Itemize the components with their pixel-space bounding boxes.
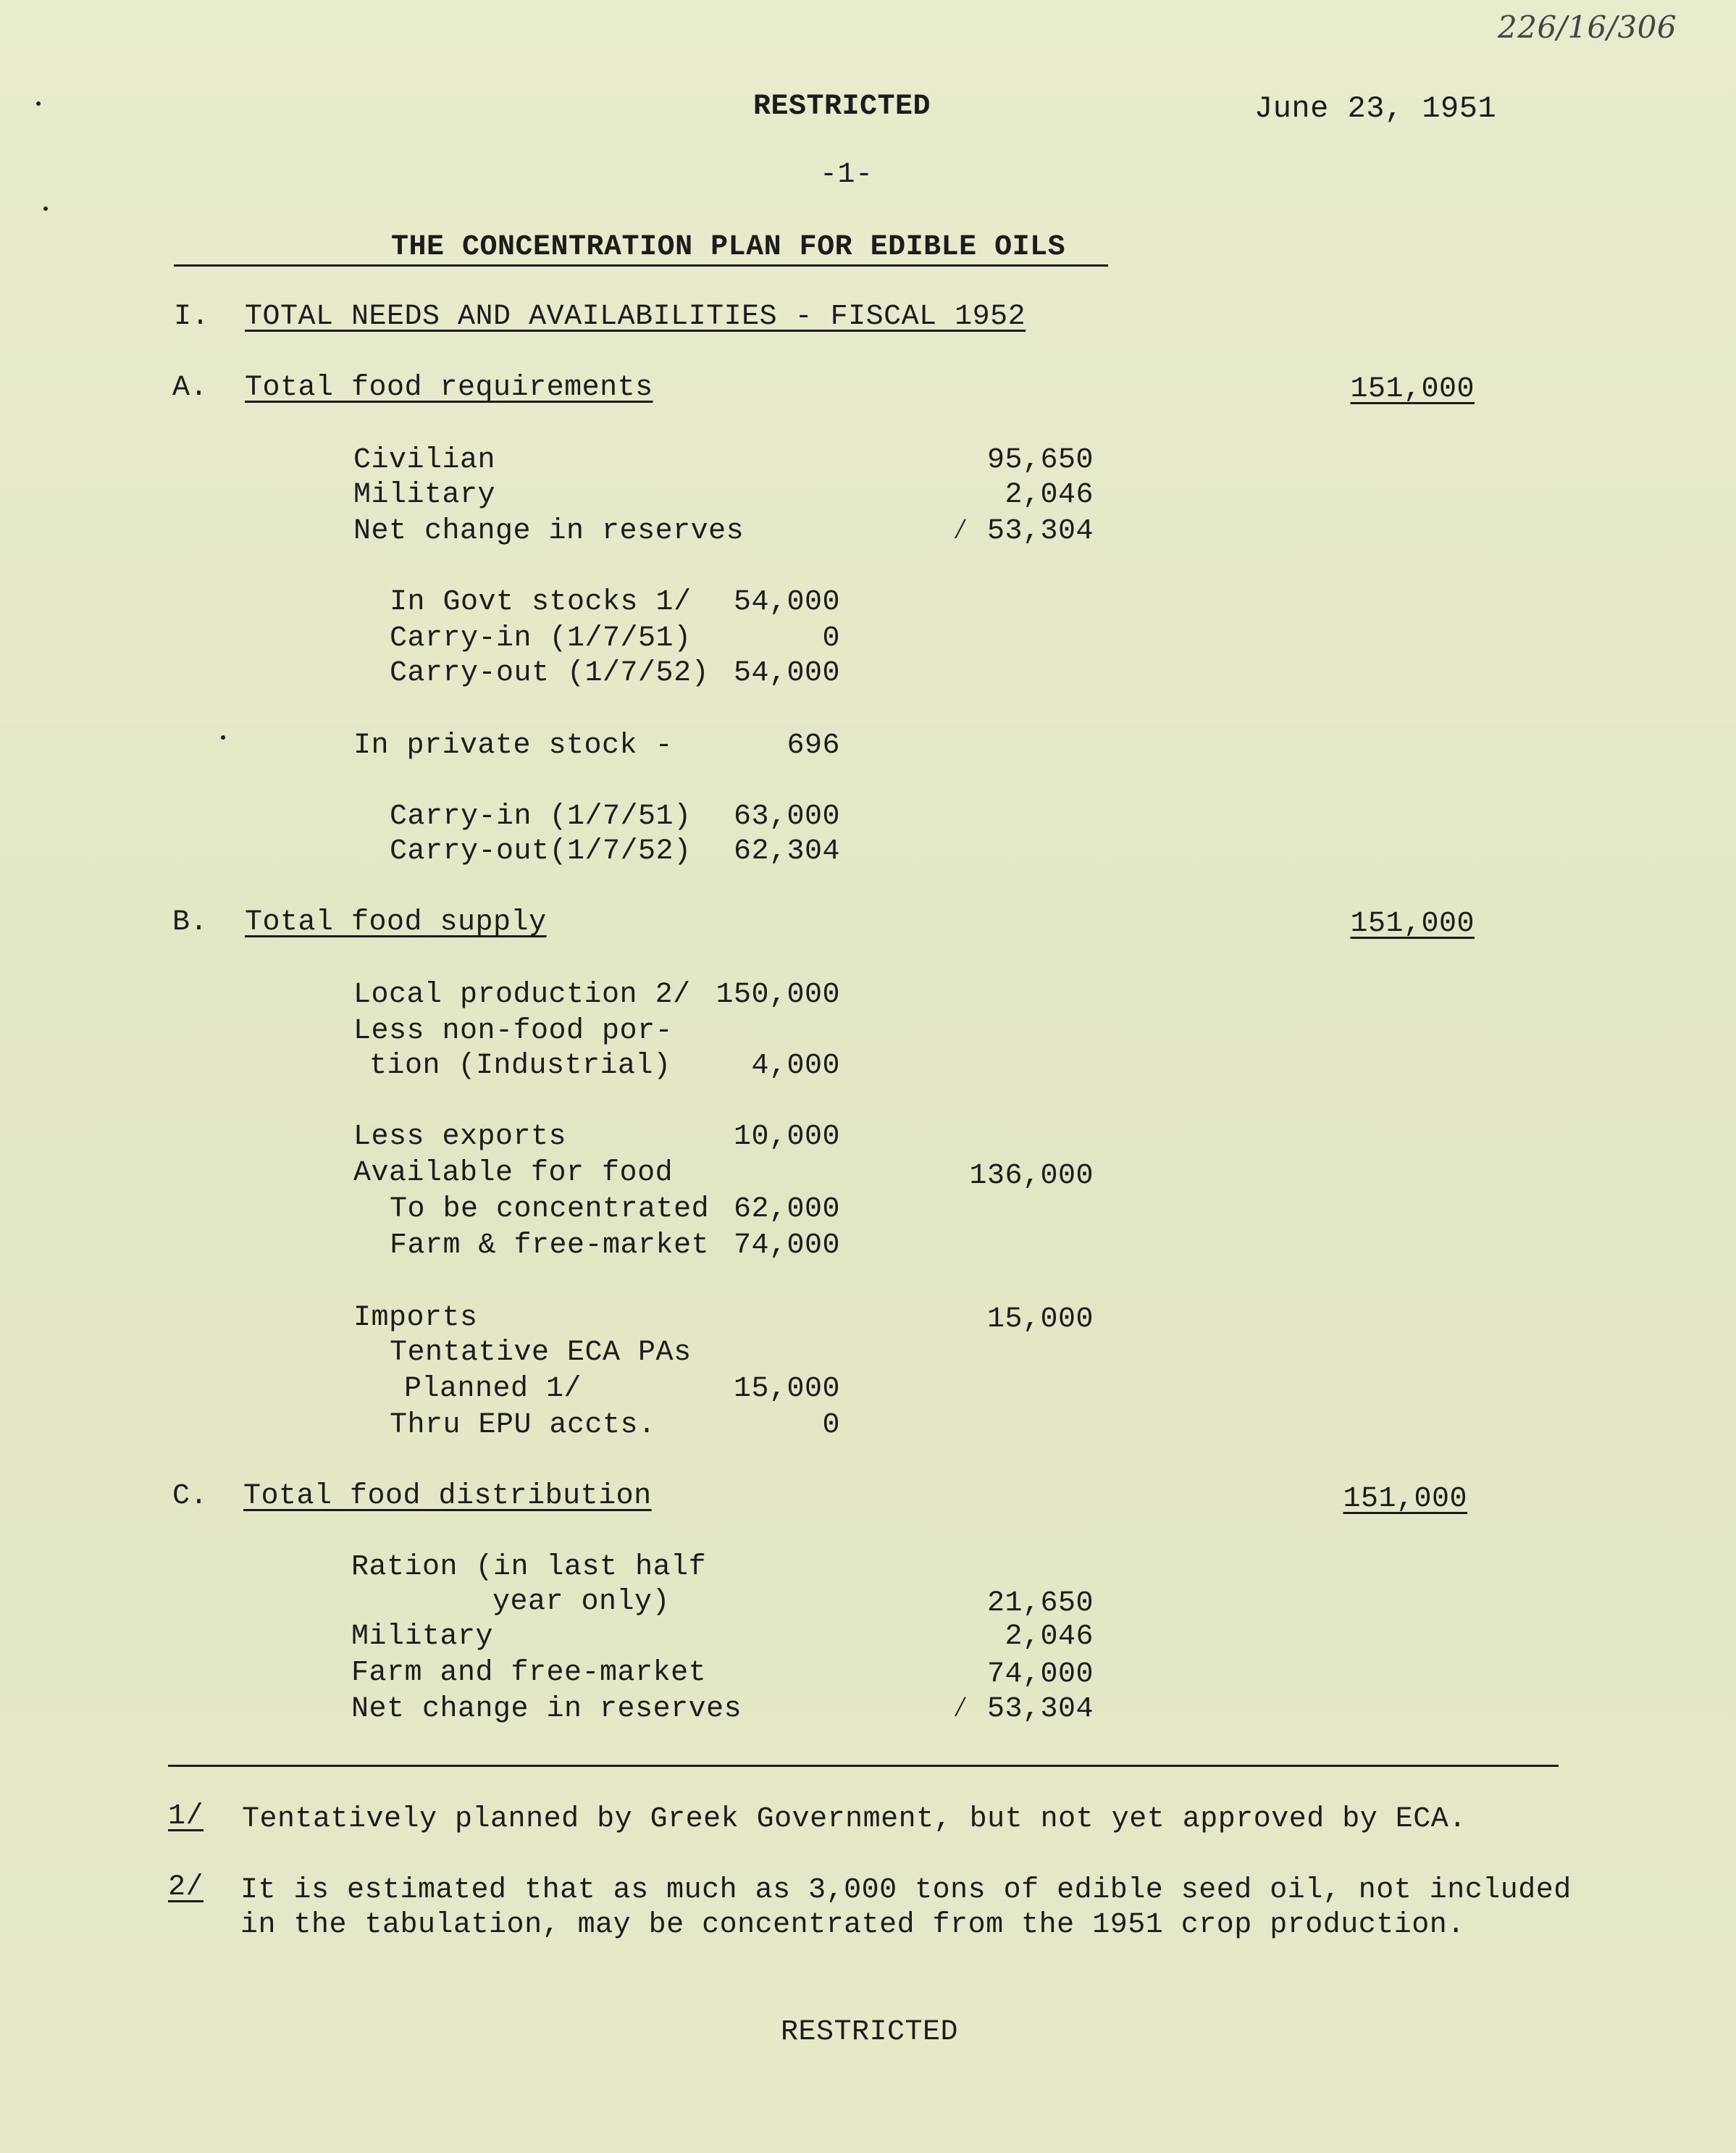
concentrated-value: 62,000 bbox=[733, 1193, 840, 1226]
epu-value: 0 bbox=[822, 1409, 840, 1442]
scan-speck bbox=[43, 206, 48, 211]
footnote-separator bbox=[168, 1765, 1559, 1767]
c-military-value: 2,046 bbox=[1005, 1621, 1094, 1653]
available-label: Available for food bbox=[353, 1157, 674, 1190]
eca-value: 15,000 bbox=[733, 1373, 840, 1405]
nonfood-value: 4,000 bbox=[751, 1050, 840, 1082]
govt-carry-in-value: 0 bbox=[822, 622, 840, 655]
ration-value: 21,650 bbox=[986, 1587, 1094, 1620]
c-reserves-value: ∕ 53,304 bbox=[951, 1693, 1094, 1726]
part-c-total: 151,000 bbox=[1343, 1483, 1467, 1516]
footnote-2-mark: 2/ bbox=[168, 1871, 204, 1904]
local-production-label: Local production 2/ bbox=[353, 979, 691, 1011]
military-label: Military bbox=[353, 479, 496, 511]
nonfood-label-line2: tion (Industrial) bbox=[369, 1050, 671, 1082]
govt-carry-in-label: Carry-in (1/7/51) bbox=[390, 622, 692, 655]
part-a-title: Total food requirements bbox=[245, 372, 653, 404]
govt-stocks-value: 54,000 bbox=[733, 586, 840, 619]
footnote-2-line1: It is estimated that as much as 3,000 tons of edible seed oil, not included bbox=[240, 1874, 1572, 1907]
ration-label-line2: year only) bbox=[492, 1586, 671, 1618]
private-carry-in-value: 63,000 bbox=[733, 800, 840, 833]
c-farm-value: 74,000 bbox=[986, 1658, 1094, 1691]
scan-speck bbox=[36, 101, 41, 106]
military-value: 2,046 bbox=[1005, 479, 1094, 511]
part-b-title: Total food supply bbox=[245, 906, 547, 939]
part-a-letter: A. bbox=[172, 372, 209, 404]
section-number: I. bbox=[174, 301, 210, 333]
part-b-total: 151,000 bbox=[1350, 908, 1475, 940]
page-number: -1- bbox=[820, 159, 873, 191]
exports-value: 10,000 bbox=[733, 1121, 840, 1153]
part-c-letter: C. bbox=[172, 1480, 209, 1513]
eca-label-line1: Tentative ECA PAs bbox=[390, 1337, 692, 1369]
section-title: TOTAL NEEDS AND AVAILABILITIES - FISCAL 1952 bbox=[245, 301, 1026, 333]
part-c-title: Total food distribution bbox=[243, 1480, 652, 1513]
farm-market-label: Farm & free-market bbox=[390, 1229, 710, 1262]
local-production-value: 150,000 bbox=[716, 979, 840, 1011]
imports-value: 15,000 bbox=[986, 1303, 1094, 1336]
footnote-1-mark: 1/ bbox=[168, 1800, 204, 1833]
private-stock-label: In private stock - bbox=[353, 729, 674, 762]
epu-label: Thru EPU accts. bbox=[390, 1409, 656, 1442]
part-b-letter: B. bbox=[172, 906, 209, 939]
c-farm-label: Farm and free-market bbox=[351, 1657, 707, 1689]
nonfood-label-line1: Less non-food por- bbox=[353, 1015, 674, 1048]
civilian-label: Civilian bbox=[353, 444, 496, 477]
private-carry-out-label: Carry-out(1/7/52) bbox=[390, 835, 692, 868]
eca-label-line2: Planned 1/ bbox=[404, 1373, 582, 1405]
handwritten-reference: 226/16/306 bbox=[1498, 9, 1677, 45]
document-date: June 23, 1951 bbox=[1254, 91, 1497, 126]
title-underline bbox=[174, 264, 1108, 267]
c-reserves-label: Net change in reserves bbox=[351, 1693, 742, 1726]
private-carry-in-label: Carry-in (1/7/51) bbox=[390, 800, 692, 833]
ration-label-line1: Ration (in last half bbox=[351, 1551, 707, 1584]
govt-carry-out-value: 54,000 bbox=[733, 657, 840, 690]
footer-classification: RESTRICTED bbox=[781, 2016, 959, 2049]
available-value: 136,000 bbox=[969, 1160, 1094, 1192]
private-stock-value: 696 bbox=[787, 729, 840, 762]
govt-carry-out-label: Carry-out (1/7/52) bbox=[390, 657, 710, 690]
reserves-label: Net change in reserves bbox=[353, 515, 745, 548]
exports-label: Less exports bbox=[353, 1121, 567, 1153]
govt-stocks-label: In Govt stocks 1/ bbox=[390, 586, 692, 619]
c-military-label: Military bbox=[351, 1621, 494, 1653]
farm-market-value: 74,000 bbox=[733, 1229, 840, 1262]
civilian-value: 95,650 bbox=[986, 444, 1094, 477]
header-classification: RESTRICTED bbox=[753, 91, 931, 123]
private-carry-out-value: 62,304 bbox=[733, 835, 840, 868]
scan-speck bbox=[221, 735, 225, 740]
footnote-2-line2: in the tabulation, may be concentrated from the 1951 crop production. bbox=[240, 1909, 1465, 1941]
reserves-value: ∕ 53,304 bbox=[951, 515, 1094, 548]
document-title: THE CONCENTRATION PLAN FOR EDIBLE OILS bbox=[391, 231, 1066, 264]
concentrated-label: To be concentrated bbox=[390, 1193, 710, 1226]
footnote-1-text: Tentatively planned by Greek Government, but not yet approved by ECA. bbox=[242, 1803, 1467, 1836]
part-a-total: 151,000 bbox=[1350, 373, 1475, 406]
imports-label: Imports bbox=[353, 1302, 478, 1334]
